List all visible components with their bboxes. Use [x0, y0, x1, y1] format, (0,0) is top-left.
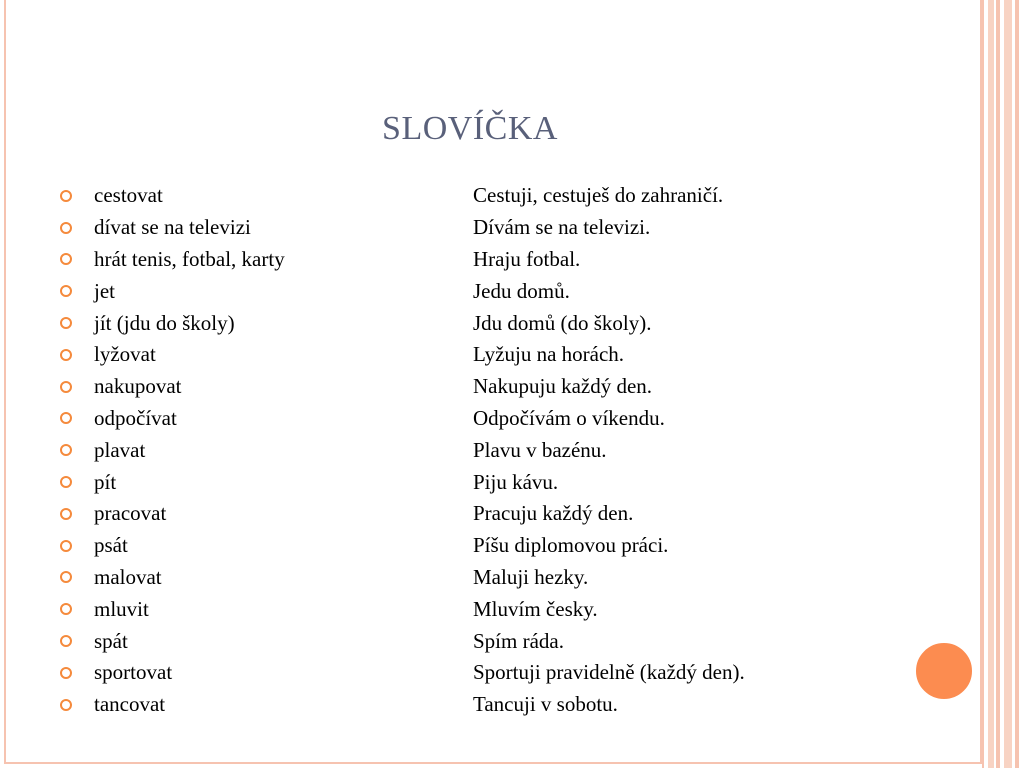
- circle-bullet-icon: [60, 444, 72, 456]
- example-sentence: Hraju fotbal.: [473, 246, 581, 271]
- example-sentence: Píšu diplomovou práci.: [473, 533, 669, 558]
- example-sentence: Plavu v bazénu.: [473, 437, 607, 462]
- list-item: [60, 530, 745, 562]
- vocab-word: hrát tenis, fotbal, karty: [94, 246, 285, 271]
- circle-bullet-icon: [60, 222, 72, 234]
- list-item: [60, 180, 745, 212]
- circle-bullet-icon: [60, 476, 72, 488]
- decorative-stripe: [1015, 0, 1019, 768]
- circle-bullet-icon: [60, 571, 72, 583]
- circle-bullet-icon: [60, 603, 72, 615]
- circle-bullet-icon: [60, 381, 72, 393]
- slide-title: SLOVÍČKA: [382, 110, 558, 147]
- example-sentence: Jdu domů (do školy).: [473, 310, 652, 335]
- vocab-word: pít: [94, 469, 117, 494]
- circle-bullet-icon: [60, 540, 72, 552]
- vocab-word: lyžovat: [94, 342, 156, 367]
- example-sentence: Tancuji v sobotu.: [473, 692, 618, 717]
- vocab-word: nakupovat: [94, 374, 182, 399]
- example-sentence: Nakupuju každý den.: [473, 374, 653, 399]
- vocab-word: dívat se na televizi: [94, 215, 251, 240]
- list-item: [60, 275, 745, 307]
- vocab-word: mluvit: [94, 596, 149, 621]
- circle-bullet-icon: [60, 317, 72, 329]
- circle-bullet-icon: [60, 190, 72, 202]
- example-sentence: Sportuji pravidelně (každý den).: [473, 660, 745, 685]
- example-sentence: Maluji hezky.: [473, 564, 589, 589]
- list-item: [60, 562, 745, 594]
- vocab-word: odpočívat: [94, 405, 177, 430]
- decorative-stripe: [982, 0, 984, 768]
- example-sentence: Lyžuju na horách.: [473, 342, 625, 367]
- decorative-stripe: [988, 0, 994, 768]
- decorative-stripe: [1004, 0, 1012, 768]
- circle-bullet-icon: [60, 699, 72, 711]
- example-sentence: Jedu domů.: [473, 278, 570, 303]
- list-item: [60, 625, 745, 657]
- circle-bullet-icon: [60, 412, 72, 424]
- example-sentence: Spím ráda.: [473, 628, 564, 653]
- list-item: [60, 371, 745, 403]
- example-sentence: Pracuju každý den.: [473, 501, 634, 526]
- vocab-word: tancovat: [94, 692, 166, 717]
- vocab-word: cestovat: [94, 183, 163, 208]
- decorative-circle: [913, 640, 975, 702]
- circle-bullet-icon: [60, 285, 72, 297]
- circle-bullet-icon: [60, 253, 72, 265]
- decorative-stripe: [996, 0, 1000, 768]
- vocab-word: sportovat: [94, 660, 173, 685]
- example-sentence: Mluvím česky.: [473, 596, 598, 621]
- list-item: [60, 657, 745, 689]
- vocab-word: jet: [94, 278, 115, 303]
- list-item: [60, 403, 745, 435]
- list-item: [60, 307, 745, 339]
- list-item: [60, 434, 745, 466]
- list-item: [60, 466, 745, 498]
- circle-bullet-icon: [60, 635, 72, 647]
- list-item: [60, 244, 745, 276]
- vocab-word: pracovat: [94, 501, 167, 526]
- vocab-word: malovat: [94, 564, 162, 589]
- example-sentence: Odpočívám o víkendu.: [473, 405, 665, 430]
- list-item: [60, 339, 745, 371]
- circle-bullet-icon: [60, 508, 72, 520]
- list-item: [60, 212, 745, 244]
- list-item: [60, 498, 745, 530]
- circle-bullet-icon: [60, 349, 72, 361]
- vocab-word: jít (jdu do školy): [94, 310, 235, 335]
- example-sentence: Piju kávu.: [473, 469, 559, 494]
- list-item: [60, 689, 745, 721]
- list-item: [60, 593, 745, 625]
- vocabulary-list: [60, 180, 745, 721]
- vocab-word: psát: [94, 533, 128, 558]
- vocab-word: spát: [94, 628, 128, 653]
- vocab-word: plavat: [94, 437, 146, 462]
- example-sentence: Dívám se na televizi.: [473, 215, 651, 240]
- example-sentence: Cestuji, cestuješ do zahraničí.: [473, 183, 724, 208]
- circle-bullet-icon: [60, 667, 72, 679]
